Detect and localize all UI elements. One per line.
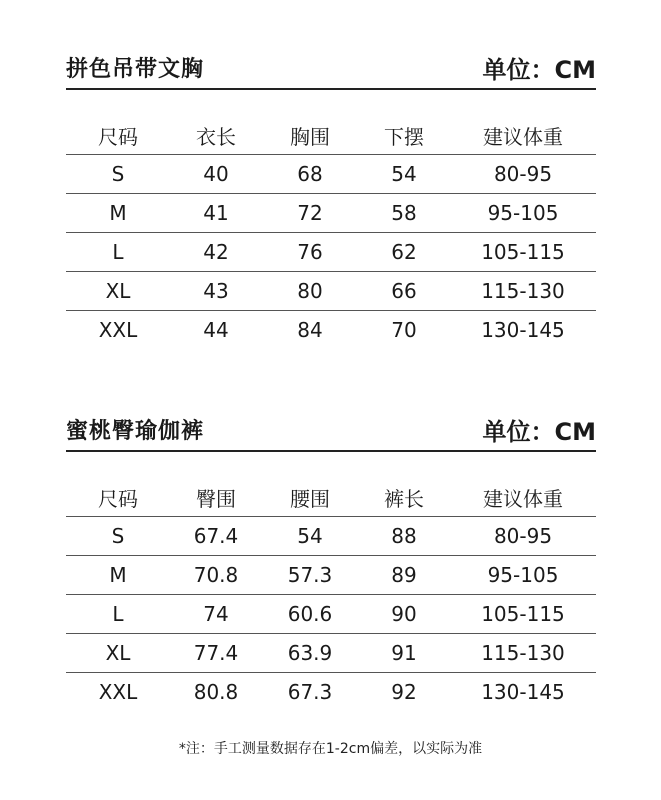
cell-pant-length: 92: [391, 680, 417, 704]
cell-length: 42: [170, 233, 262, 272]
cell-hip: 80.8: [193, 680, 239, 704]
cell-waist: 54: [262, 517, 358, 556]
cell-hem: 66: [358, 272, 450, 311]
table-row: [66, 233, 596, 272]
cell-hip: 77.4: [170, 634, 262, 673]
cell-bust: 72: [262, 194, 358, 233]
header-weight: 建议体重: [450, 478, 596, 517]
section-title: 拼色吊带文胸: [66, 56, 205, 82]
cell-weight: 80-95: [450, 155, 596, 194]
header-hem: 下摆: [358, 116, 450, 155]
header-hip: 臀围: [170, 478, 262, 517]
table-header-row: [66, 478, 596, 517]
cell-weight: 105-115: [450, 595, 596, 634]
cell-weight: 95-105: [450, 556, 596, 595]
table-row: [66, 673, 596, 712]
size-table: [66, 116, 596, 349]
header-pant-length: 裤长: [358, 478, 450, 517]
header-size: 尺码: [66, 478, 170, 517]
cell-size: S: [66, 155, 170, 194]
cell-weight: 80-95: [450, 517, 596, 556]
cell-size: L: [66, 595, 170, 634]
cell-length: 41: [170, 194, 262, 233]
cell-weight: 130-145: [481, 680, 565, 704]
cell-weight: 115-130: [450, 634, 596, 673]
table-row: [66, 595, 596, 634]
cell-length: 44: [203, 318, 229, 342]
cell-hem: 54: [358, 155, 450, 194]
cell-size: XXL: [98, 318, 138, 342]
table-row: [66, 556, 596, 595]
header-size: 尺码: [66, 116, 170, 155]
table-row: [66, 194, 596, 233]
header-length: 衣长: [170, 116, 262, 155]
cell-size: L: [66, 233, 170, 272]
table-row: [66, 311, 596, 350]
cell-bust: 84: [297, 318, 323, 342]
cell-size: XL: [66, 634, 170, 673]
cell-hip: 67.4: [170, 517, 262, 556]
cell-hem: 70: [391, 318, 417, 342]
cell-bust: 76: [262, 233, 358, 272]
cell-hem: 58: [358, 194, 450, 233]
cell-weight: 130-145: [481, 318, 565, 342]
cell-weight: 115-130: [450, 272, 596, 311]
cell-size: M: [66, 194, 170, 233]
cell-bust: 80: [262, 272, 358, 311]
cell-hip: 74: [170, 595, 262, 634]
cell-waist: 57.3: [262, 556, 358, 595]
table-row: [66, 634, 596, 673]
header-bust: 胸围: [262, 116, 358, 155]
section-header: [66, 46, 596, 90]
table-header-row: [66, 116, 596, 155]
size-chart-bra: [66, 46, 596, 349]
cell-pant-length: 89: [358, 556, 450, 595]
cell-size: XXL: [98, 680, 138, 704]
cell-waist: 63.9: [262, 634, 358, 673]
section-title: 蜜桃臀瑜伽裤: [66, 418, 205, 444]
cell-bust: 68: [262, 155, 358, 194]
unit-label: 单位：CM: [482, 55, 596, 84]
cell-weight: 105-115: [450, 233, 596, 272]
cell-pant-length: 90: [358, 595, 450, 634]
header-weight: 建议体重: [450, 116, 596, 155]
cell-waist: 67.3: [287, 680, 333, 704]
cell-waist: 60.6: [262, 595, 358, 634]
unit-label: 单位：CM: [482, 417, 596, 446]
table-row: [66, 517, 596, 556]
table-row: [66, 155, 596, 194]
size-chart-leggings: [66, 408, 596, 711]
cell-size: M: [66, 556, 170, 595]
cell-size: S: [66, 517, 170, 556]
cell-hem: 62: [358, 233, 450, 272]
table-row: [66, 272, 596, 311]
cell-hip: 70.8: [170, 556, 262, 595]
measurement-note: *注：手工测量数据存在1-2cm偏差，以实际为准: [178, 741, 483, 757]
header-waist: 腰围: [262, 478, 358, 517]
cell-pant-length: 88: [358, 517, 450, 556]
cell-pant-length: 91: [358, 634, 450, 673]
cell-size: XL: [66, 272, 170, 311]
cell-weight: 95-105: [450, 194, 596, 233]
cell-length: 43: [170, 272, 262, 311]
size-table: [66, 478, 596, 711]
cell-length: 40: [170, 155, 262, 194]
section-header: [66, 408, 596, 452]
